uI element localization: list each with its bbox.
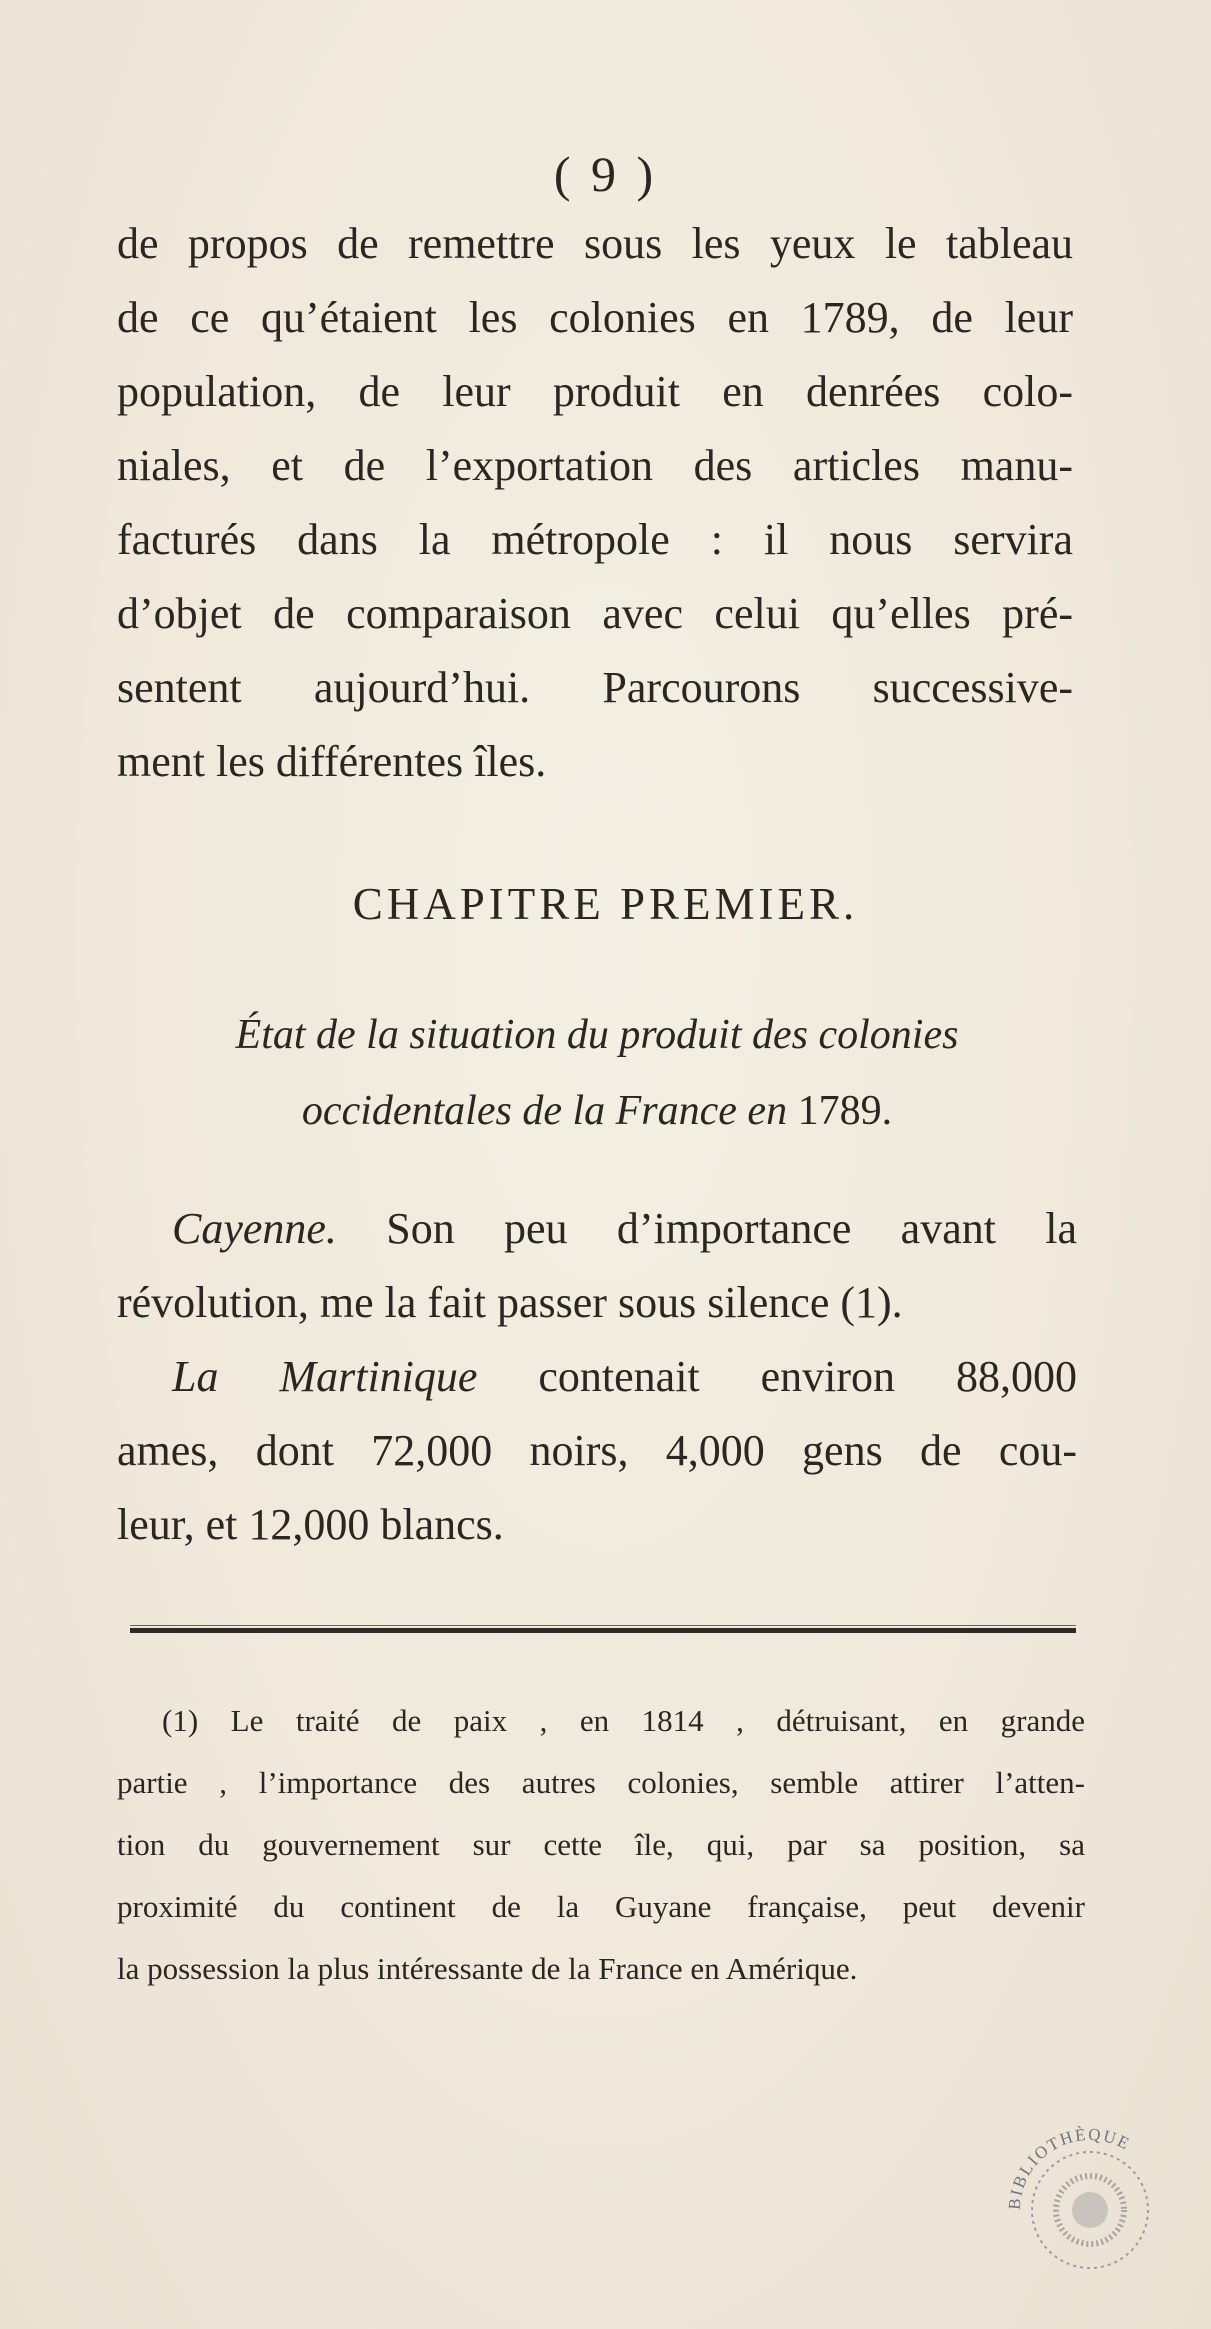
martinique-line3: leur, et 12,000 blancs. <box>117 1500 504 1549</box>
footnote-rule <box>130 1628 1076 1633</box>
footnote-line: (1) Le traité de paix , en 1814 , détruisant, en grande <box>162 1703 1085 1738</box>
footnote-line: partie , l’importance des autres colonies, semble attirer l’atten- <box>117 1765 1085 1800</box>
footnote <box>117 1690 1085 2000</box>
page-number: ( 9 ) <box>553 146 658 202</box>
chapter-subtitle-line1: État de la situation du produit des colonies <box>235 1012 959 1058</box>
intro-line: d’objet de comparaison avec celui qu’elles pré- <box>117 589 1073 638</box>
chapter-subtitle-line2 <box>117 1073 1077 1149</box>
martinique-line1 <box>117 1340 1077 1414</box>
chapter-subtitle-year: 1789. <box>797 1088 893 1134</box>
cayenne-line1 <box>117 1192 1077 1266</box>
footnote-line: proximité du continent de la Guyane française, peut devenir <box>117 1889 1085 1924</box>
martinique-name: La Martinique <box>172 1352 478 1401</box>
footnote-line: tion du gouvernement sur cette île, qui, par sa position, sa <box>117 1827 1085 1862</box>
chapter-heading: CHAPITRE PREMIER. <box>352 879 859 929</box>
cayenne-line1-text: Son peu d’importance avant la <box>386 1204 1078 1253</box>
chapter-subtitle <box>117 997 1077 1149</box>
intro-line: de propos de remettre sous les yeux le tableau <box>117 219 1073 268</box>
cayenne-name: Cayenne. <box>172 1204 337 1253</box>
martinique-line1-text: contenait environ 88,000 <box>538 1352 1077 1401</box>
intro-line: sentent aujourd’hui. Parcourons successive- <box>117 663 1073 712</box>
intro-line: de ce qu’étaient les colonies en 1789, de leur <box>117 293 1073 342</box>
footnote-line: la possession la plus intéressante de la France en Amérique. <box>117 1951 858 1986</box>
library-stamp-icon <box>990 2100 1190 2300</box>
intro-line: ment les différentes îles. <box>117 737 547 786</box>
intro-line: facturés dans la métropole : il nous servira <box>117 515 1073 564</box>
chapter-subtitle-text: occidentales de la France en <box>301 1088 788 1134</box>
martinique-line2: ames, dont 72,000 noirs, 4,000 gens de cou- <box>117 1426 1077 1475</box>
martinique-paragraph <box>117 1340 1077 1562</box>
cayenne-paragraph <box>117 1192 1077 1340</box>
stamp-text: BIBLIOTHÈQUE <box>1004 2124 1134 2211</box>
intro-line: niales, et de l’exportation des articles manu- <box>117 441 1073 490</box>
footnote-rule-thin <box>130 1625 1076 1626</box>
cayenne-line2: révolution, me la fait passer sous silence (1). <box>117 1278 903 1327</box>
intro-line: population, de leur produit en denrées colo- <box>117 367 1073 416</box>
intro-paragraph <box>117 207 1073 799</box>
